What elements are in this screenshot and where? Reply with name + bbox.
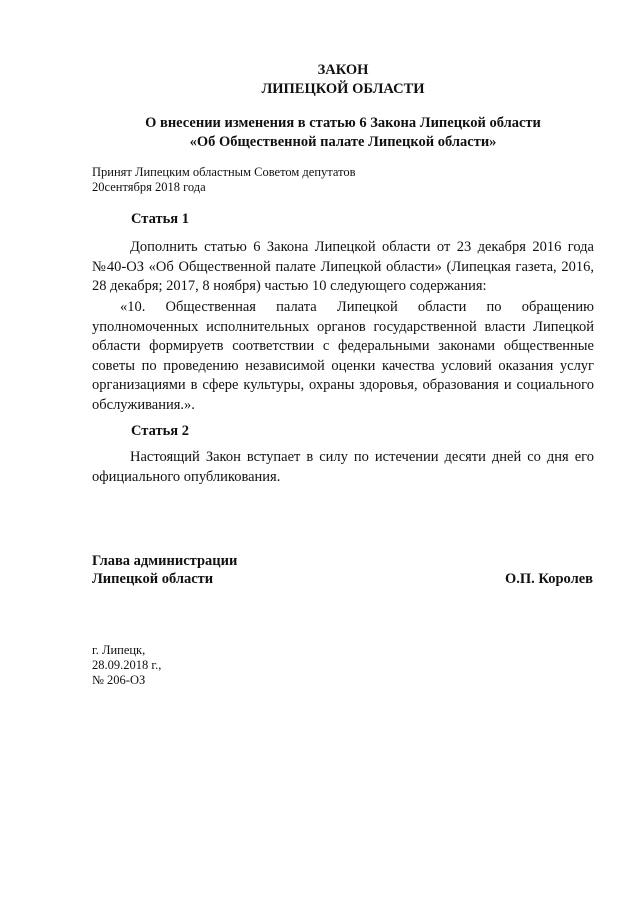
footer-city: г. Липецк, <box>92 643 146 657</box>
signatory-position-line2: Липецкой области <box>92 571 214 587</box>
article1-intro <box>92 238 594 297</box>
article1-quote-text: «10. Общественная палата Липецкой области по обращению уполномоченных исполнительных органов государственной власти Липецкой области формируетв соответствии с федеральными законами общественные советы по проведению независимой оценки качества условий оказания услуг организациями в сфере культуры, охраны здоровья, образования и социального обслуживания.». <box>92 299 594 413</box>
article1-quote <box>92 298 594 416</box>
footer-date: 28.09.2018 г., <box>92 658 162 672</box>
article2-body <box>92 448 594 487</box>
adoption-line1: Принят Липецким областным Советом депутатов <box>92 165 356 179</box>
footer-number: № 206-ОЗ <box>92 673 146 687</box>
law-subtitle-line2: «Об Общественной палате Липецкой области» <box>189 134 497 150</box>
article1-intro-text: Дополнить статью 6 Закона Липецкой области от 23 декабря 2016 года №40-ОЗ «Об Общественной палате Липецкой области» (Липецкая газета, 2016, 28 декабря; 2017, 8 ноября) частью 10 следующего содержания: <box>92 239 594 295</box>
signatory-name: О.П. Королев <box>505 571 593 587</box>
law-title: ЗАКОН <box>317 62 369 78</box>
signatory-position-line1: Глава администрации <box>92 553 238 569</box>
article2-text: Настоящий Закон вступает в силу по истечении десяти дней со дня его официального опубликования. <box>92 449 594 485</box>
article2-heading: Статья 2 <box>131 423 189 439</box>
law-subtitle-line1: О внесении изменения в статью 6 Закона Липецкой области <box>145 115 541 131</box>
law-region-title: ЛИПЕЦКОЙ ОБЛАСТИ <box>261 81 425 97</box>
article1-heading: Статья 1 <box>131 211 189 227</box>
adoption-date: 20сентября 2018 года <box>92 180 206 194</box>
